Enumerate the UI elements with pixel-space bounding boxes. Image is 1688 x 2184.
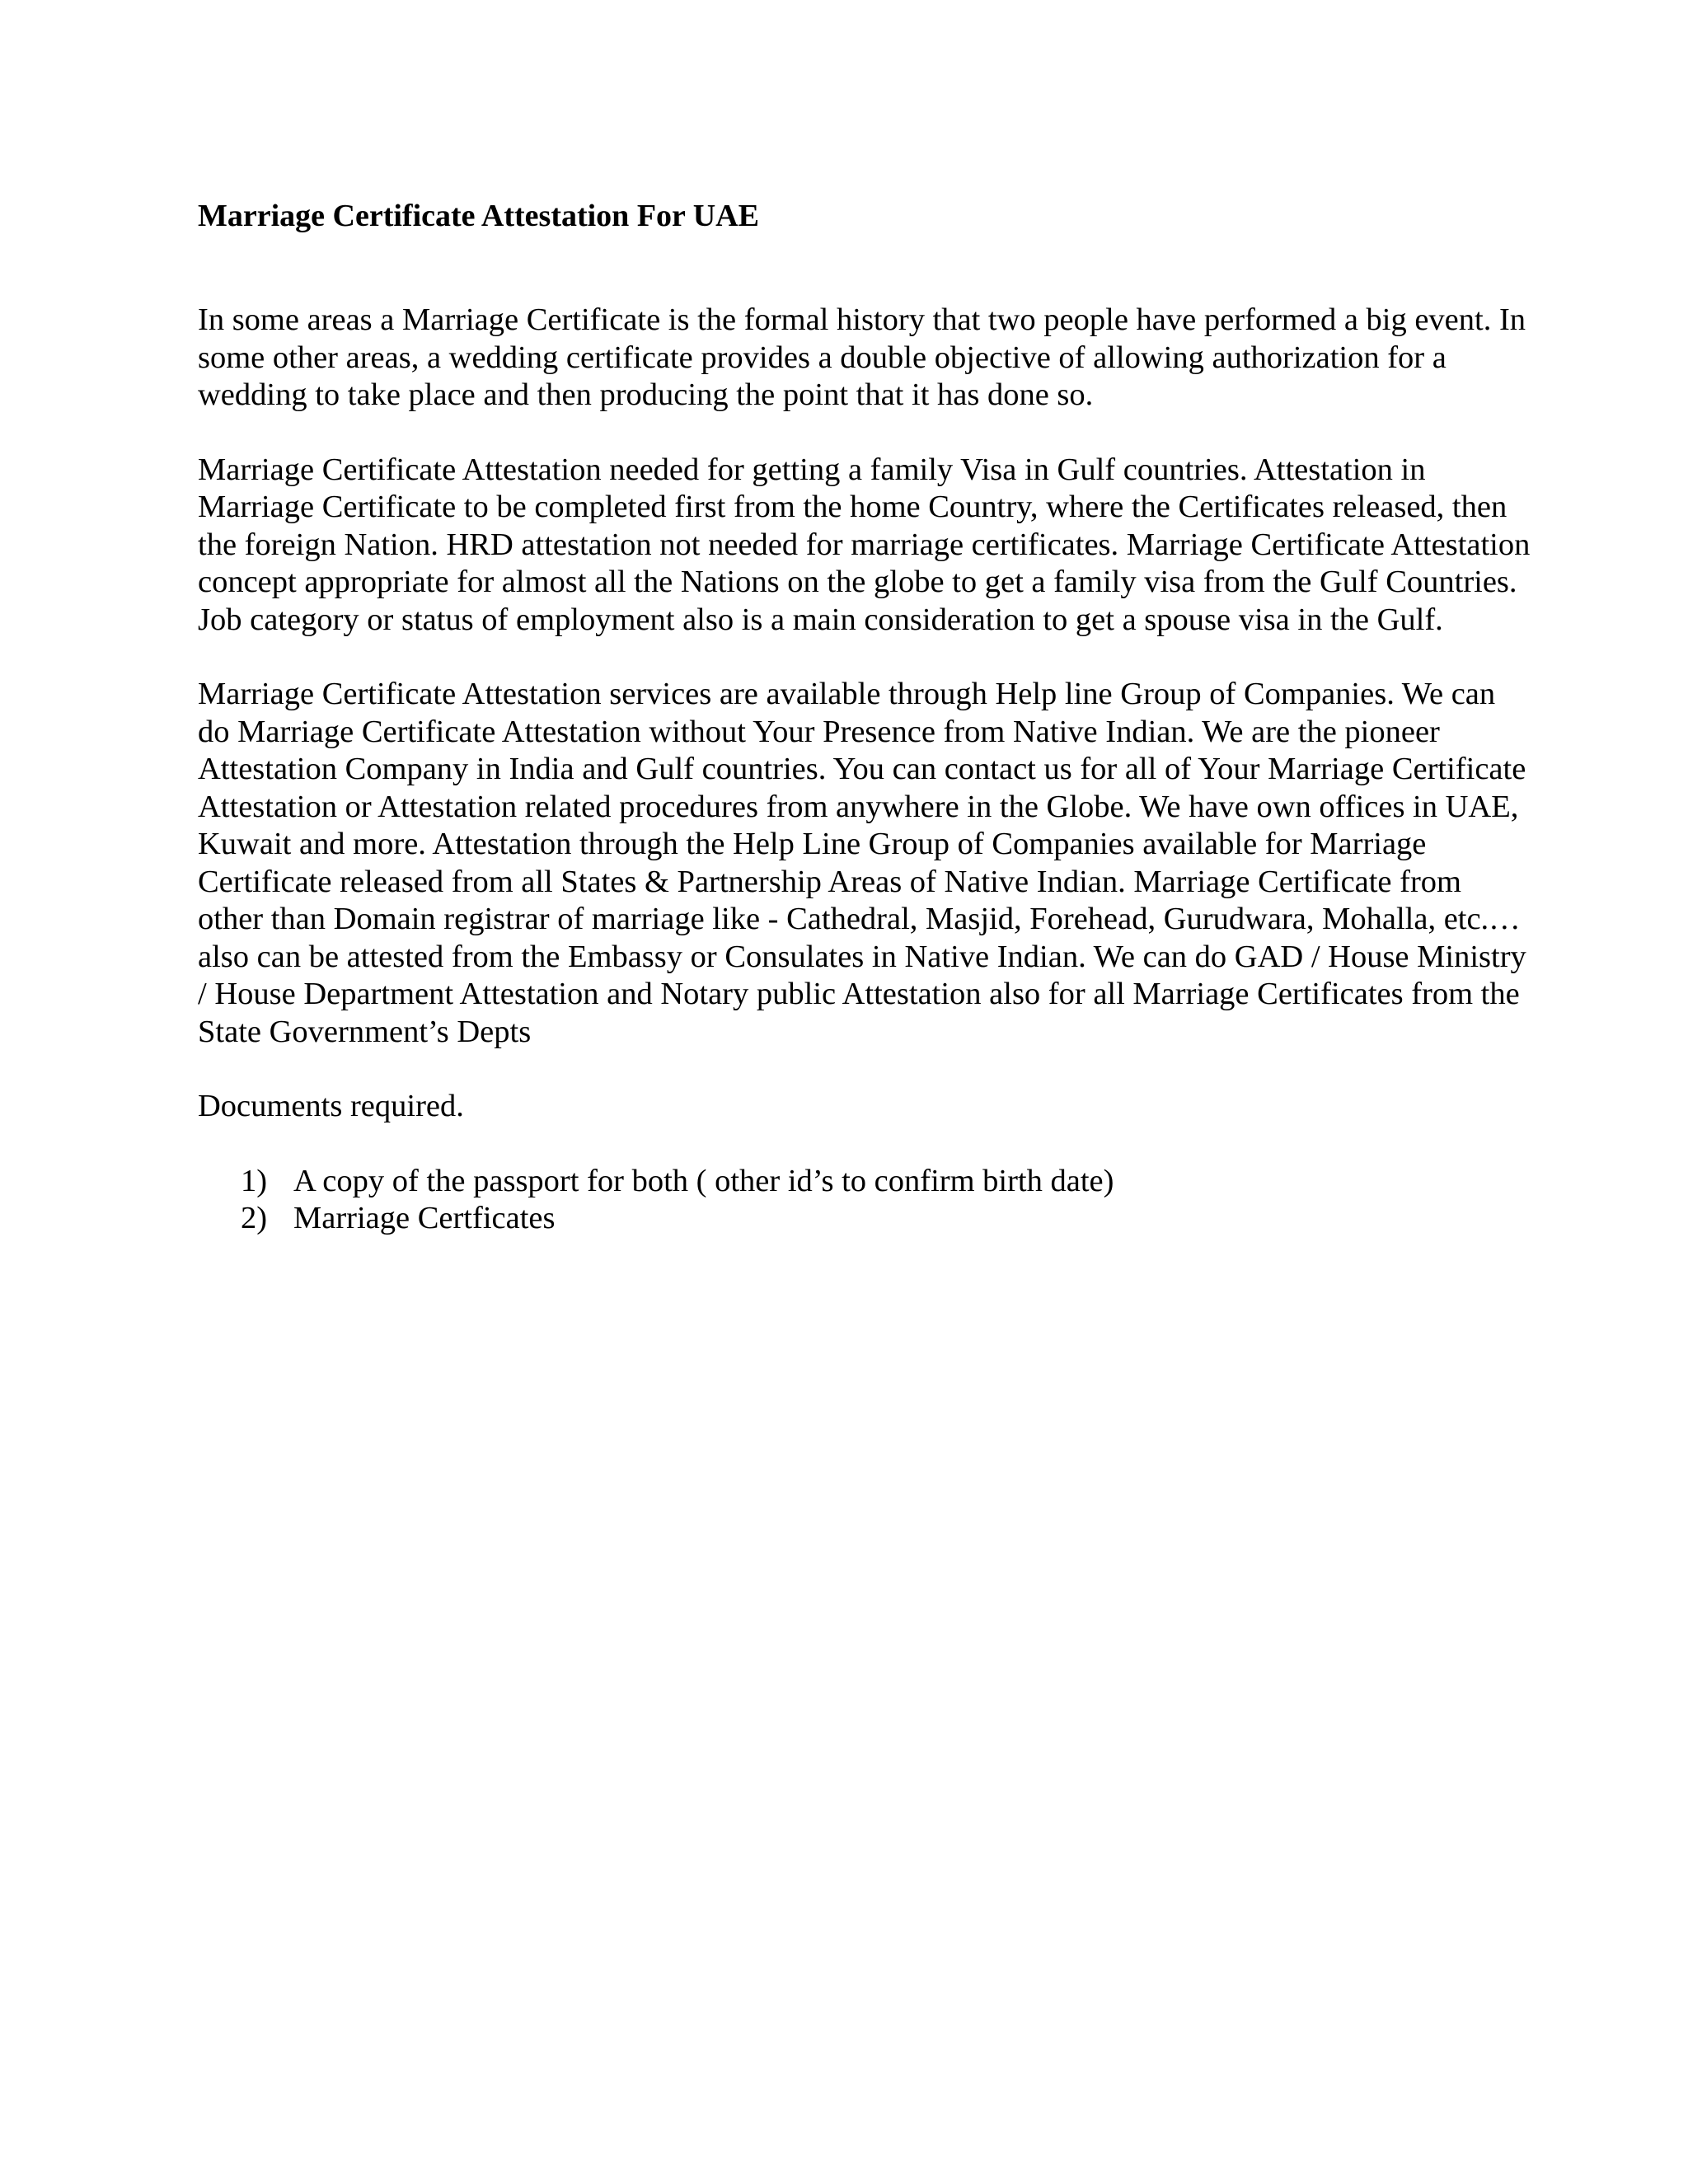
list-item: [198, 1163, 1533, 1201]
paragraph-intro: In some areas a Marriage Certificate is the formal history that two people have performed a big event. In some other areas, a wedding certificate provides a double objective of allowing authorization for a wedding to take place and then producing the point that it has done so.: [198, 302, 1526, 412]
list-item-number: 2): [241, 1201, 268, 1235]
list-item: [198, 1200, 1533, 1238]
requirements-list: [198, 1163, 1533, 1238]
list-item-text: Marriage Certficates: [293, 1201, 556, 1235]
paragraph-visa-requirements: Marriage Certificate Attestation needed for getting a family Visa in Gulf countries. Attestation in Marriage Certificate to be completed first from the home Country, where the Certificates released, then the foreign Nation. HRD attestation not needed for marriage certificates. Marriage Certificate Attestation concept appropriate for almost all the Nations on the globe to get a family visa from the Gulf Countries. Job category or status of employment also is a main consideration to get a spouse visa in the Gulf.: [198, 452, 1531, 637]
document-title: Marriage Certificate Attestation For UAE: [198, 199, 759, 233]
paragraph-services: Marriage Certificate Attestation services are available through Help line Group of Companies. We can do Marriage Certificate Attestation without Your Presence from Native Indian. We are the pioneer Attestation Company in India and Gulf countries. You can contact us for all of Your Marriage Certificate Attestation or Attestation related procedures from anywhere in the Globe. We have own offices in UAE, Kuwait and more. Attestation through the Help Line Group of Companies available for Marriage Certificate released from all States & Partnership Areas of Native Indian. Marriage Certificate from other than Domain registrar of marriage like - Cathedral, Masjid, Forehead, Gurudwara, Mohalla, etc.… also can be attested from the Embassy or Consulates in Native Indian. We can do GAD / House Ministry / House Department Attestation and Notary public Attestation also for all Marriage Certificates from the State Government’s Depts: [198, 677, 1526, 1049]
list-item-text: A copy of the passport for both ( other id’s to confirm birth date): [293, 1163, 1114, 1198]
list-item-number: 1): [241, 1163, 268, 1198]
paragraph-documents-required: Documents required.: [198, 1089, 464, 1123]
document-body: [198, 196, 1533, 1238]
